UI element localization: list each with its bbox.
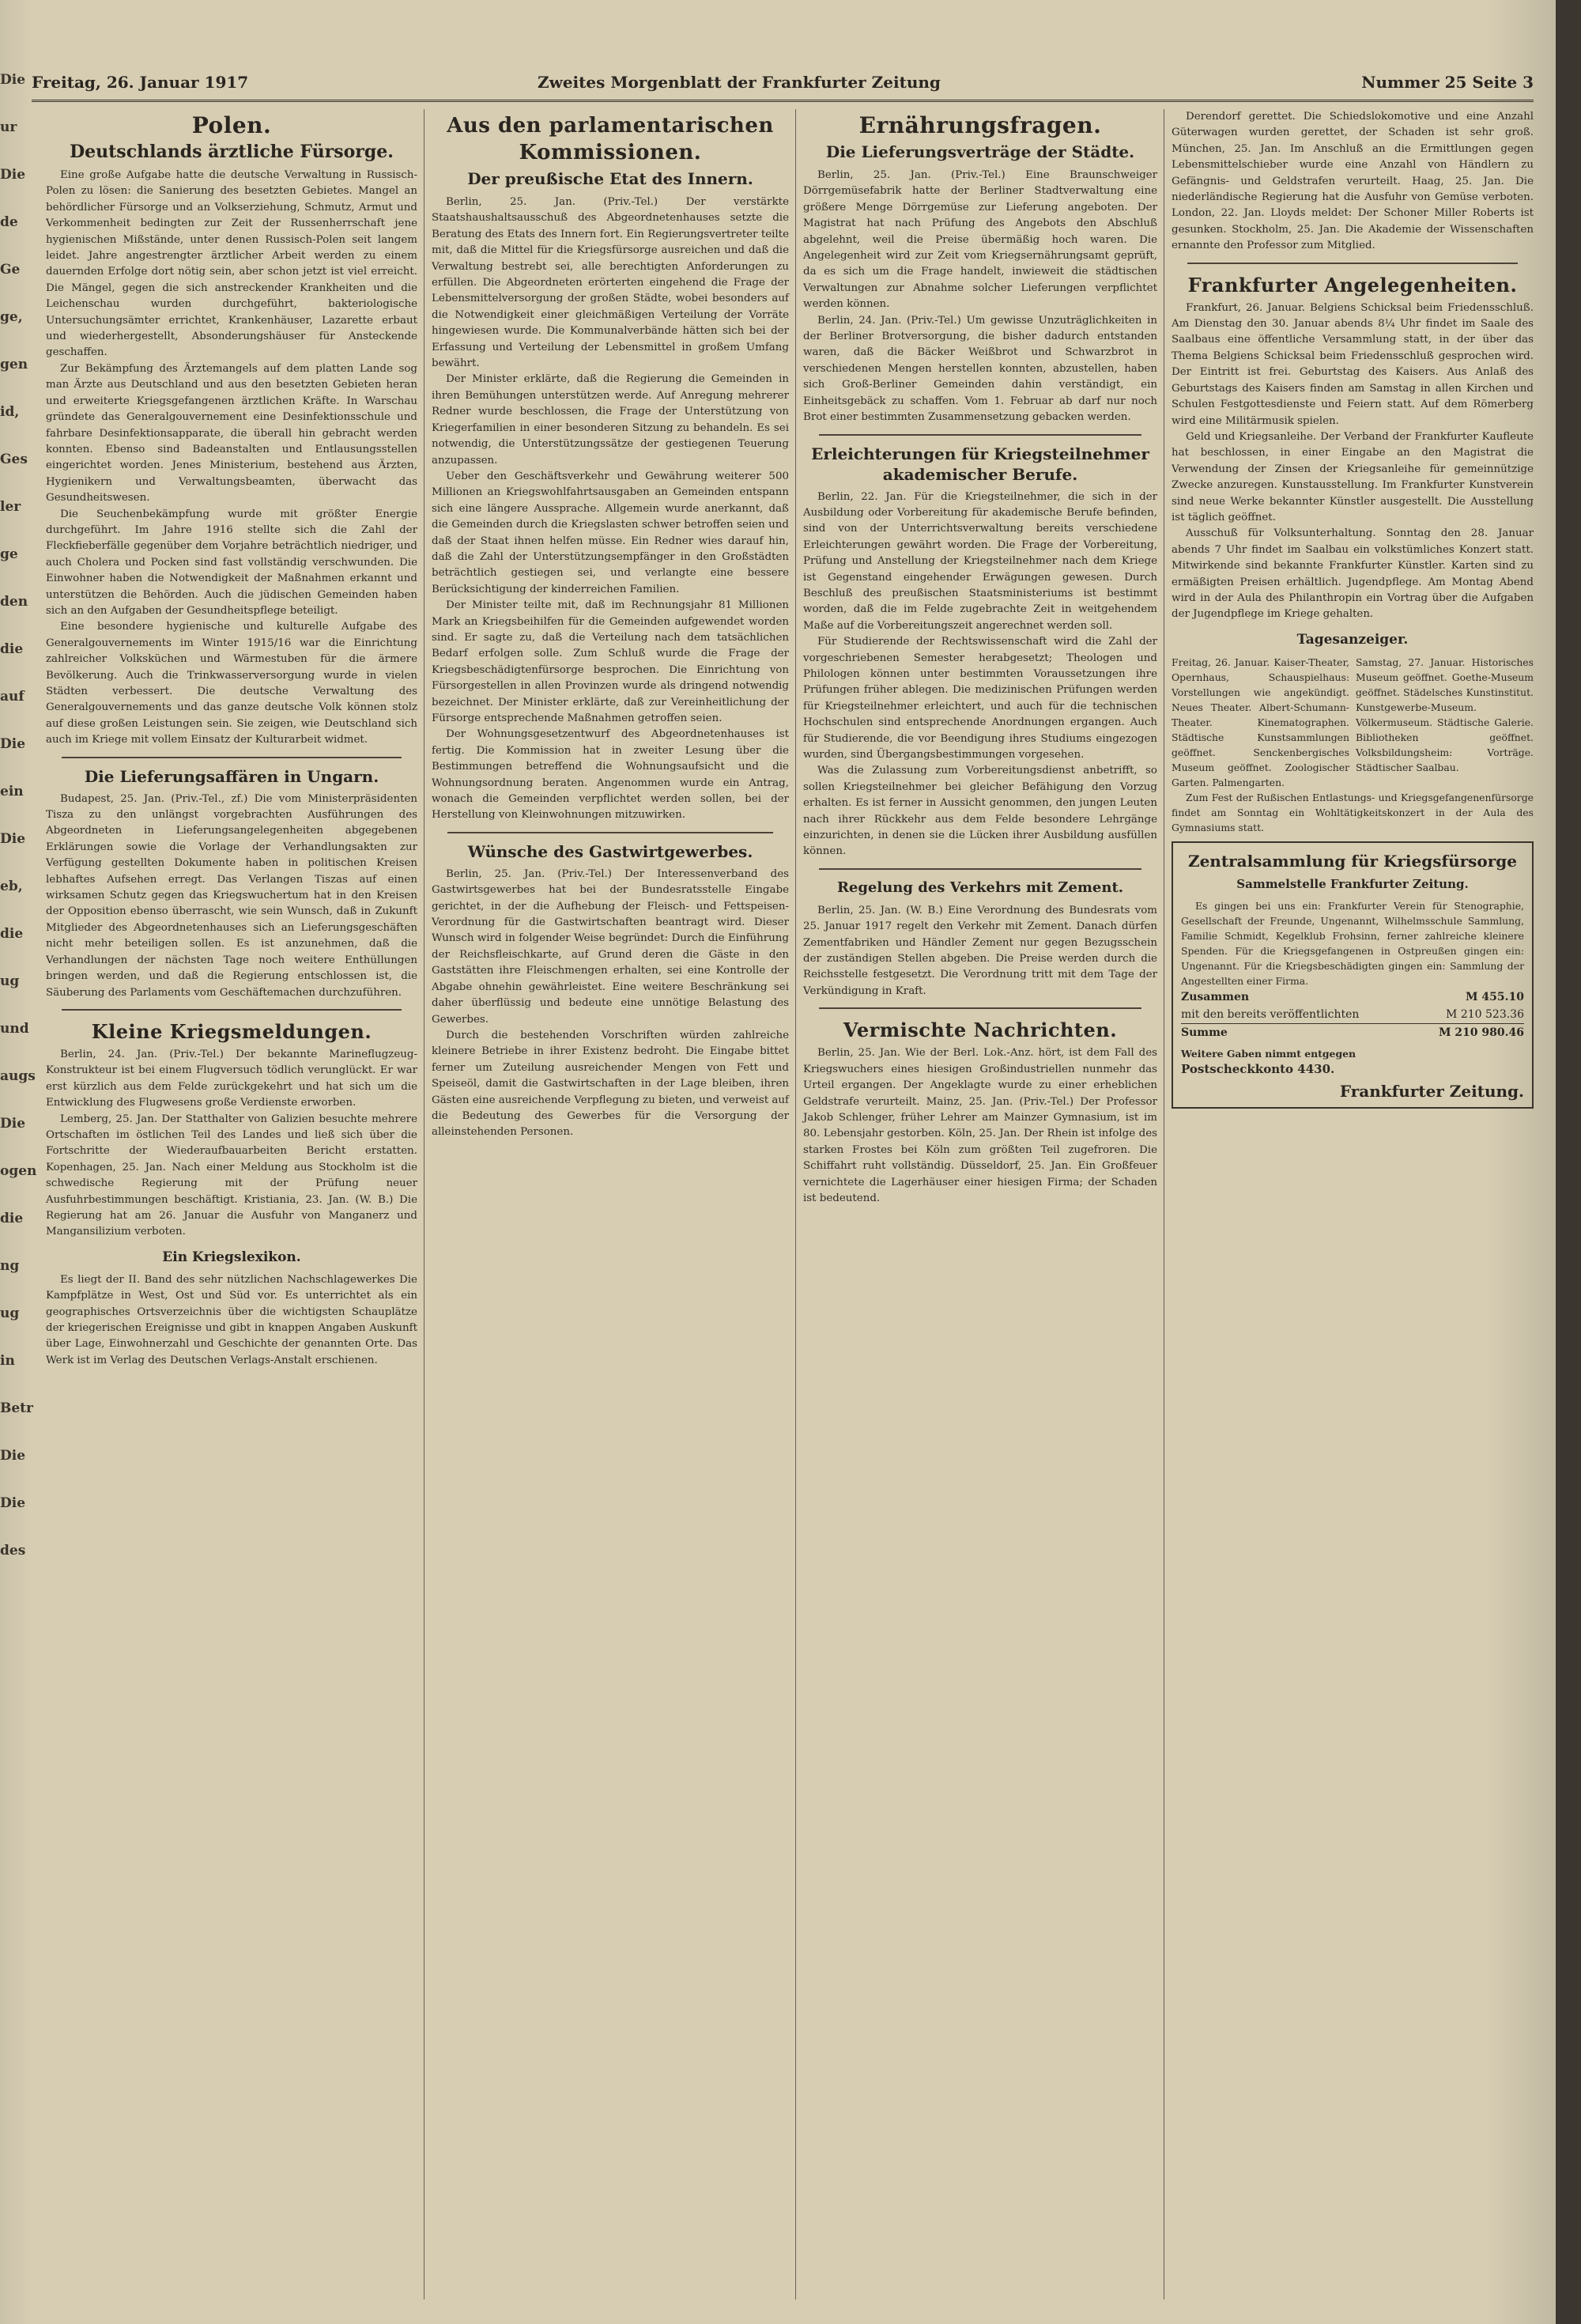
edge-fragment: den bbox=[0, 594, 28, 610]
donation-account: Postscheckkonto 4430. bbox=[1181, 1061, 1335, 1076]
edge-fragment: augs bbox=[0, 1068, 36, 1084]
previous-value: M 210 523.36 bbox=[1446, 1007, 1524, 1021]
donation-title: Zentralsammlung für Kriegsfürsorge bbox=[1187, 851, 1518, 871]
edge-fragment: auf bbox=[0, 689, 25, 705]
article-title-kommissionen: Aus den parlamentarischen Kommissionen. bbox=[447, 114, 774, 164]
column-2 bbox=[432, 109, 789, 2299]
article-subtitle: Der preußische Etat des Innern. bbox=[467, 169, 753, 188]
total-value: M 210 980.46 bbox=[1438, 1026, 1524, 1039]
article-paragraph: Die Seuchenbekämpfung wurde mit größter Energie durchgeführt. Im Jahre 1916 stellte sich die Zahl der Fleckfieberfälle gegenüber dem Vorjahre beträchtlich niedriger, und auch Cholera und Pocken sind fast vollständig verschwunden. Die Einwohner haben die Notwendigkeit der Maßnahmen erkannt und unterstützen die Behörden. Auch die jüdischen Gemeinden haben sich an den Aufgaben der Gesundheitspflege beteiligt. bbox=[46, 508, 417, 617]
edge-fragment: ur bbox=[0, 119, 17, 135]
article-paragraph: Berlin, 25. Jan. Wie der Berl. Lok.-Anz. hört, ist dem Fall des Kriegswuchers eines hiesigen Großindustriellen nunmehr das Urteil ergangen. Der Angeklagte wurde zu einer erheblichen Geldstrafe verurteilt. Mainz, 25. Jan. (Priv.-Tel.) Der Professor Jakob Schlenger, früher Lehrer am Mainzer Gymnasium, ist im 80. Lebensjahr gestorben. Köln, 25. Jan. Der Rhein ist infolge des starken Frostes bei Köln zum größten Teil zugefroren. Die Schiffahrt ruht vollständig. Düsseldorf, 25. Jan. Ein Großfeuer vernichtete die Lagerhäuser einer hiesigen Firma; der Schaden ist bedeutend. bbox=[803, 1047, 1157, 1204]
edge-fragment: Die bbox=[0, 1495, 26, 1511]
article-paragraph: Für Studierende der Rechtswissenschaft wird die Zahl der vorgeschriebenen Semester herabgesetzt; Theologen und Philologen können unter bestimmten Voraussetzungen ihre Prüfungen früher ablegen. Die medizinischen Prüfungen werden für Kriegsteilnehmer erleichtert, und auch für die technischen Hochschulen sind entsprechende Anordnungen ergangen. Auch für Studierende, die vor Beendigung ihres Studiums eingezogen wurden, sind Übergangsbestimmungen vorgesehen. bbox=[803, 636, 1157, 761]
article-paragraph: Eine besondere hygienische und kulturelle Aufgabe des Generalgouvernements im Winter 1915/16 war die Einrichtung zahlreicher Volksküchen und Wärmestuben für die ärmere Bevölkerung. Auch die Trinkwasserversorgung wurde in vielen Städten verbessert. Die deutsche Verwaltung des Generalgouvernements und das ganze deutsche Volk können stolz auf diese großen Leistungen sein. Sie zeigen, wie Deutschland sich auch im Kriege mit vollem Einsatz der Kulturarbeit widmet. bbox=[46, 621, 417, 746]
article-paragraph: Frankfurt, 26. Januar. Belgiens Schicksal beim Friedensschluß. Am Dienstag den 30. Januar abends 8¼ Uhr findet im Saale des Saalbaus eine öffentliche Versammlung statt, in der über das Thema Belgiens Schicksal beim Friedensschluß gesprochen wird. Der Eintritt ist frei. Geburtstag des Kaisers. Aus Anlaß des Geburtstags des Kaisers finden am Samstag in allen Kirchen und Schulen Festgottesdienste und Feiern statt. Auf dem Römerberg wird eine Militärmusik spielen. bbox=[1172, 301, 1534, 427]
header-publication: Zweites Morgenblatt der Frankfurter Zeitung bbox=[538, 73, 941, 92]
article-paragraph: Berlin, 25. Jan. (Priv.-Tel.) Der verstärkte Staatshaushaltsausschuß des Abgeordnetenhauses setzte die Beratung des Etats des Innern fort. Ein Regierungsvertreter teilte mit, daß die Mittel für die Kriegsfürsorge ausreichen und daß die Verwaltung bestrebt sei, alle berechtigten Anforderungen zu erfüllen. Die Abgeordneten erörterten eingehend die Frage der Lebensmittelversorgung der großen Städte, wobei besonders auf die Notwendigkeit einer gleichmäßigen Verteilung der Vorräte hingewiesen wurde. Die Kommunalverbände hätten sich bei der Erfassung und Verteilung der Lebensmittel in großem Umfang bewährt. bbox=[432, 196, 789, 370]
article-title-ernaehrungsfragen: Ernährungsfragen. bbox=[858, 112, 1102, 138]
edge-fragment: Die bbox=[0, 1116, 26, 1132]
column-rule bbox=[795, 109, 796, 2299]
article-paragraph: Berlin, 22. Jan. Für die Kriegsteilnehmer, die sich in der Ausbildung oder Vorbereitung für akademische Berufe befinden, sind von der Unterrichtsverwaltung bereits verschiedene Erleichterungen gewährt worden. Die Frage der Vorbereitung, Prüfung und Anstellung der Kriegsteilnehmer nach dem Kriege ist Gegenstand eingehender Erwägungen gewesen. Durch Beschluß des preußischen Staatsministeriums ist bestimmt worden, daß die im Felde zugebrachte Zeit in weitgehendem Maße auf die Vorbereitungszeit angerechnet werden soll. bbox=[803, 490, 1157, 632]
section-divider bbox=[447, 832, 773, 833]
edge-fragment: id, bbox=[0, 404, 20, 420]
signature: Frankfurter Zeitung. bbox=[1339, 1082, 1524, 1102]
edge-fragment: ge bbox=[0, 546, 18, 562]
edge-fragment: Ges bbox=[0, 452, 28, 467]
article-paragraph: Berlin, 25. Jan. (W. B.) Eine Verordnung des Bundesrats vom 25. Januar 1917 regelt den Verkehr mit Zement. Danach dürfen Zementfabriken und Händler Zement nur gegen Bezugsschein der zuständigen Stellen abgeben. Die Preise werden durch die Reichsstelle festgesetzt. Die Verordnung tritt mit dem Tage der Verkündigung in Kraft. bbox=[803, 904, 1157, 997]
article-paragraph: Der Minister erklärte, daß die Regierung die Gemeinden in ihren Bemühungen unterstützen werde. Auf Anregung mehrerer Redner wurde beschlossen, die Frage der Unterstützung von Kriegerfamilien in einer besonderen Sitzung zu behandeln. Es sei notwendig, die Unterstützungssätze der gestiegenen Teuerung anzupassen. bbox=[432, 373, 789, 467]
section-divider bbox=[1187, 263, 1518, 264]
column-4 bbox=[1172, 109, 1534, 2299]
article-paragraph: Budapest, 25. Jan. (Priv.-Tel., zf.) Die vom Ministerpräsidenten Tisza zu den unlängst vorgebrachten Ausführungen des Abgeordneten in Lieferungsangelegenheiten abgegebenen Erklärungen sowie die Vorlage der Verhandlungsakten zur Verfügung gestellten Dokumente haben in politischen Kreisen lebhaftes Aufsehen erregt. Das Verlangen Tiszas auf einen wirksamen Schutz gegen das Kriegswuchertum hat in den Kreisen der Opposition ebenso überrascht, wie sein Wunsch, daß in Zukunft Mitglieder des Abgeordnetenhauses sich an Lieferungsgeschäften nicht mehr beteiligen sollen. Es ist anzunehmen, daß die Verhandlungen der nächsten Tage noch weitere Enthüllungen bringen werden, und daß die Regierung entschlossen ist, die Säuberung des Parlaments vom Geschäftemachen durchzuführen. bbox=[46, 792, 417, 999]
edge-fragment: Die bbox=[0, 1448, 26, 1464]
edge-fragment: Die bbox=[0, 167, 26, 183]
edge-fragment: ein bbox=[0, 784, 24, 799]
section-divider bbox=[819, 868, 1141, 870]
article-paragraph: Zur Bekämpfung des Ärztemangels auf dem platten Lande sog man Ärzte aus Deutschland und aus den besetzten Gebieten heran und erweiterte Kriegsgefangenen ärztlichen Kräfte. In Warschau gründete das Generalgouvernement eine Desinfektionsschule und fahrbare Desinfektionsapparate, die überall hin gebracht werden konnten. Ebenso sind Badeanstalten und Entlausungsstellen eingerichtet worden. Jenes Ministerium, bestehend aus Ärzten, Hygienikern und Verwaltungsbeamten, überwacht das Gesundheitswesen. bbox=[46, 362, 417, 504]
edge-fragment: ug bbox=[0, 1306, 20, 1321]
section-divider bbox=[819, 434, 1141, 436]
edge-fragment: des bbox=[0, 1543, 26, 1559]
article-paragraph: Geld und Kriegsanleihe. Der Verband der Frankfurter Kaufleute hat beschlossen, in einer Eingabe an den Magistrat die Verwendung der Zinsen der Kriegsanleihe für gemeinnützige Zwecke anzuregen. Kunstausstellung. Im Frankfurter Kunstverein sind neue Werke bekannter Künstler ausgestellt. Die Ausstellung ist täglich geöffnet. bbox=[1172, 430, 1534, 523]
sum-label: Zusammen bbox=[1181, 990, 1250, 1003]
article-title-vermischte: Vermischte Nachrichten. bbox=[843, 1018, 1118, 1042]
article-title-lieferungsaffaeren: Die Lieferungsaffären in Ungarn. bbox=[84, 766, 379, 786]
edge-fragment: ge, bbox=[0, 309, 23, 325]
article-paragraph: Eine große Aufgabe hatte die deutsche Verwaltung in Russisch-Polen zu lösen: die Sanierung des besetzten Gebietes. Mangel an behördlicher Fürsorge und an Volkserziehung, Schmutz, Armut und Verkommenheit bedingten zur Zeit der Russenherrschaft jene hygienischen Mißstände, unter denen Russisch-Polen seit langem leidet. Jahre angestrengter ärztlicher Arbeit werden zu einem dauernden Erfolge dort nötig sein, aber schon jetzt ist viel erreicht. Die Mängel, gegen die sich anstreckender Krankheiten und die Leichenschau wurden durchgeführt, bakteriologische Untersuchungsämter errichtet, Krankenhäuser, Lazarette erbaut und wiederhergestellt, Absonderungshäuser für Ansteckende geschaffen. bbox=[46, 169, 417, 359]
article-paragraph: Lemberg, 25. Jan. Der Statthalter von Galizien besuchte mehrere Ortschaften im östlichen Teil des Landes und ließ sich über die Fortschritte der Wiederaufbauarbeiten Bericht erstatten. Kopenhagen, 25. Jan. Nach einer Meldung aus Stockholm ist die schwedische Regierung mit der Prüfung neuer Ausfuhrbestimmungen beschäftigt. Kristiania, 23. Jan. (W. B.) Die Regierung hat am 26. Januar die Ausfuhr von Manganerz und Mangansilizium verboten. bbox=[46, 1113, 417, 1238]
column-1 bbox=[46, 109, 417, 2299]
tagesanzeiger-right: Samstag, 27. Januar. Historisches Museum geöffnet. Goethe-Museum geöffnet. Städelsches Kunstinstitut. Kunstgewerbe-Museum. Völkermuseum. Städtische Galerie. Bibliotheken geöffnet. Volksbildungsheim: Vorträge. Städtischer Saalbau. bbox=[1356, 656, 1534, 773]
article-title-zement: Regelung des Verkehrs mit Zement. bbox=[836, 879, 1124, 896]
article-paragraph: Derendorf gerettet. Die Schiedslokomotive und eine Anzahl Güterwagen wurden gerettet, der Schaden ist sehr groß. München, 25. Jan. Im Anschluß an die Ermittlungen gegen Lebensmittelschieber wurde eine Anzahl von Händlern zu Gefängnis- und Geldstrafen verurteilt. Haag, 25. Jan. Die niederländische Regierung hat die Ausfuhr von Gemüse verboten. London, 22. Jan. Lloyds meldet: Der Schoner Miller Roberts ist gesunken. Stockholm, 25. Jan. Die Akademie der Wissenschaften ernannte den Professor zum Mitglied. bbox=[1172, 111, 1534, 252]
article-paragraph: Berlin, 25. Jan. (Priv.-Tel.) Eine Braunschweiger Dörrgemüsefabrik hatte der Berliner Stadtverwaltung eine größere Menge Dörrgemüse zur Lieferung angeboten. Der Magistrat hat nach Prüfung des Angebots den Abschluß abgelehnt, weil die Preise übermäßig hoch waren. Die Angelegenheit wird zur Zeit vom Kriegsernährungsamt geprüft, da es sich um die Frage handelt, inwieweit die städtischen Verwaltungen zur Abnahme solcher Lieferungen verpflichtet werden können. bbox=[803, 169, 1157, 311]
article-paragraph: Der Minister teilte mit, daß im Rechnungsjahr 81 Millionen Mark an Kriegsbeihilfen für die Gemeinden aufgewendet worden sind. Er sagte zu, daß die Verteilung nach dem tatsächlichen Bedarf erfolgen solle. Zum Schluß wurde die Frage der Kriegsbeschädigtenfürsorge besprochen. Die Einrichtung von Fürsorgestellen in allen Provinzen wurde als dringend notwendig bezeichnet. Der Minister erklärte, daß zur Vereinheitlichung der Fürsorge entsprechende Maßnahmen getroffen seien. bbox=[432, 599, 789, 724]
edge-fragment: ler bbox=[0, 499, 21, 515]
section-divider bbox=[819, 1007, 1141, 1009]
previous-label: mit den bereits veröffentlichten bbox=[1181, 1007, 1360, 1021]
edge-fragment: de bbox=[0, 214, 18, 230]
edge-fragment: eb, bbox=[0, 879, 23, 894]
edge-fragment: ng bbox=[0, 1258, 20, 1274]
article-subtitle: Die Lieferungsverträge der Städte. bbox=[825, 142, 1135, 161]
column-3 bbox=[803, 109, 1157, 2299]
donation-closing: Weitere Gaben nimmt entgegen bbox=[1181, 1047, 1356, 1060]
article-title-kriegslexikon: Ein Kriegslexikon. bbox=[162, 1249, 301, 1265]
edge-fragment: Die bbox=[0, 72, 26, 88]
edge-fragment: und bbox=[0, 1021, 29, 1037]
edge-fragment: ug bbox=[0, 973, 20, 989]
donation-previous-row bbox=[1181, 1006, 1524, 1023]
article-subtitle: Deutschlands ärztliche Fürsorge. bbox=[70, 142, 394, 162]
section-divider bbox=[62, 757, 402, 758]
edge-fragment: in bbox=[0, 1353, 15, 1369]
article-paragraph: Es liegt der II. Band des sehr nützlichen Nachschlagewerkes Die Kampfplätze in West, Ost und Süd vor. Es unterrichtet als ein geographisches Ortsverzeichnis über die wichtigsten Schauplätze der kriegerischen Ereignisse und gibt in knappen Angaben Auskunft über Lage, Einwohnerzahl und Geschichte der genannten Orte. Das Werk ist im Verlag des Deutschen Verlags-Anstalt erschienen. bbox=[46, 1273, 417, 1366]
total-label: Summe bbox=[1181, 1026, 1228, 1039]
edge-fragment: Die bbox=[0, 831, 26, 847]
article-paragraph: Berlin, 24. Jan. (Priv.-Tel.) Der bekannte Marineflugzeug-Konstrukteur ist bei einem Flugversuch tödlich verunglückt. Er war erst kürzlich aus dem Felde zurückgekehrt und hat sich um die Entwicklung des Flugwesens große Verdienste erworben. bbox=[46, 1048, 417, 1109]
tagesanzeiger-left: Freitag, 26. Januar. Kaiser-Theater, Opernhaus, Schauspielhaus: Vorstellungen wie angekündigt. Neues Theater. Albert-Schumann-Theater. Kinematographen. Städtische Kunstsammlungen geöffnet. Senckenbergisches Museum geöffnet. Zoologischer Garten. Palmengarten. bbox=[1172, 656, 1349, 788]
scan-gutter bbox=[1556, 0, 1581, 2324]
article-paragraph: Berlin, 25. Jan. (Priv.-Tel.) Der Interessenverband des Gastwirtsgewerbes hat bei der Bundesratsstelle Eingabe gerichtet, in der die Aufhebung der Fleisch- und Fettspeisen-Verordnung für die Gastwirtschaften beantragt wird. Dieser Wunsch wird in folgender Weise begründet: Durch die Einführung der Reichsfleischkarte, auf Grund deren die Gäste in den Gaststätten ihre Fleischmengen erhalten, sei eine Kontrolle der Abgabe ohnehin gewährleistet. Eine weitere Beschränkung sei daher überflüssig und bedeute eine unnötige Belastung des Gewerbes. bbox=[432, 867, 789, 1026]
edge-fragment: die bbox=[0, 641, 24, 657]
section-divider bbox=[62, 1009, 402, 1011]
article-paragraph: Berlin, 24. Jan. (Priv.-Tel.) Um gewisse Unzuträglichkeiten in der Berliner Brotversorgung, die bisher dadurch entstanden waren, daß die Bäcker Weißbrot und Schwarzbrot in verschiedenen Mengen herstellen konnten, abzustellen, haben sich Groß-Berliner Gemeinden dahin verständigt, ein Einheitsgebäck zu schaffen. Vom 1. Februar ab darf nur noch Brot einer bestimmten Zusammensetzung gebacken werden. bbox=[803, 314, 1157, 424]
article-paragraph: Was die Zulassung zum Vorbereitungsdienst anbetrifft, so sollen Kriegsteilnehmer bei gleicher Befähigung den Vorzug erhalten. Es ist ferner in Aussicht genommen, den jungen Leuten nach ihrer Rückkehr aus dem Felde besondere Lehrgänge einzurichten, in denen sie die Lücken ihrer Ausbildung ausfüllen können. bbox=[803, 765, 1157, 858]
article-paragraph: Ueber den Geschäftsverkehr und Gewährung weiterer 500 Millionen an Kriegswohlfahrtsausgaben an Gemeinden entspann sich eine längere Aussprache. Allgemein wurde anerkannt, daß die Gemeinden durch die Kriegslasten schwer betroffen seien und daß der Staat ihnen helfen müsse. Ein Redner wies darauf hin, daß die Zahl der Unterstützungsempfänger in den Großstädten beträchtlich gestiegen sei, und verlangte eine bessere Berücksichtigung der kinderreichen Familien. bbox=[432, 470, 789, 595]
edge-fragment: die bbox=[0, 1211, 24, 1226]
sum-value: M 455.10 bbox=[1466, 990, 1524, 1003]
donation-total-row bbox=[1181, 1023, 1524, 1041]
donation-sum-row bbox=[1181, 988, 1524, 1006]
donation-list: Es gingen bei uns ein: Frankfurter Verein für Stenographie, Gesellschaft der Freunde, Ungenannt, Wilhelmsschule Sammlung, Familie Schmidt, Kegelklub Frohsinn, ferner zahlreiche kleinere Spenden. Für die Kriegsgefangenen in Ostpreußen gingen ein: Ungenannt. Für die Kriegsbeschädigten gingen ein: Sammlung der Angestellten einer Firma. bbox=[1181, 899, 1524, 987]
article-title-gastwirtgewerbe: Wünsche des Gastwirtgewerbes. bbox=[467, 841, 753, 861]
edge-fragment: Betr bbox=[0, 1400, 33, 1416]
left-page-edge-fragments bbox=[0, 71, 37, 2317]
page-header bbox=[32, 73, 1534, 102]
header-date: Freitag, 26. Januar 1917 bbox=[32, 73, 249, 92]
edge-fragment: Ge bbox=[0, 262, 21, 278]
donation-subtitle: Sammelstelle Frankfurter Zeitung. bbox=[1236, 876, 1469, 891]
article-title-frankfurter-angelegenheiten: Frankfurter Angelegenheiten. bbox=[1187, 273, 1518, 297]
article-paragraph: Ausschuß für Volksunterhaltung. Sonntag den 28. Januar abends 7 Uhr findet im Saalbau ein volkstümliches Konzert statt. Mitwirkende sind bekannte Frankfurter Künstler. Karten sind zu ermäßigten Preisen erhältlich. Jugendpflege. Am Montag Abend wird in der Aula des Philanthropin ein Vortrag über die Aufgaben der Jugendpflege im Kriege gehalten. bbox=[1172, 527, 1534, 621]
article-title-kriegsteilnehmer: Erleichterungen für Kriegsteilnehmer akademischer Berufe. bbox=[811, 444, 1149, 484]
article-paragraph: Zum Fest der Rußischen Entlastungs- und Kriegsgefangenenfürsorge findet am Sonntag ein Wohltätigkeitskonzert in der Aula des Gymnasiums statt. bbox=[1172, 791, 1534, 833]
donation-box bbox=[1172, 841, 1534, 1109]
edge-fragment: gen bbox=[0, 357, 28, 372]
header-page-number: Nummer 25 Seite 3 bbox=[1361, 73, 1534, 92]
edge-fragment: die bbox=[0, 926, 24, 942]
article-title-polen: Polen. bbox=[191, 112, 272, 138]
article-paragraph: Der Wohnungsgesetzentwurf des Abgeordnetenhauses ist fertig. Die Kommission hat in zweiter Lesung über die Bestimmungen betreffend die Wohnungsaufsicht und die Wohnungsordnung beraten. Angenommen wurde ein Antrag, wonach die Gemeinden verpflichtet werden sollen, bei der Herstellung von Kleinwohnungen mitzuwirken. bbox=[432, 728, 789, 822]
edge-fragment: ogen bbox=[0, 1163, 37, 1179]
article-paragraph: Durch die bestehenden Vorschriften würden zahlreiche kleinere Betriebe in ihrer Existenz bedroht. Die Eingabe bittet ferner um Zuteilung ausreichender Mengen von Fett und Speiseöl, damit die Gastwirtschaften in der Lage bleiben, ihren Gästen eine ausreichende Verpflegung zu bieten, und verweist auf die Bedeutung des Gewerbes für die Versorgung der alleinstehenden Personen. bbox=[432, 1029, 789, 1139]
article-title-kriegsmeldungen: Kleine Kriegsmeldungen. bbox=[91, 1019, 372, 1043]
tagesanzeiger-listing bbox=[1172, 655, 1534, 790]
edge-fragment: Die bbox=[0, 736, 26, 752]
tagesanzeiger-title: Tagesanzeiger. bbox=[1296, 631, 1409, 648]
